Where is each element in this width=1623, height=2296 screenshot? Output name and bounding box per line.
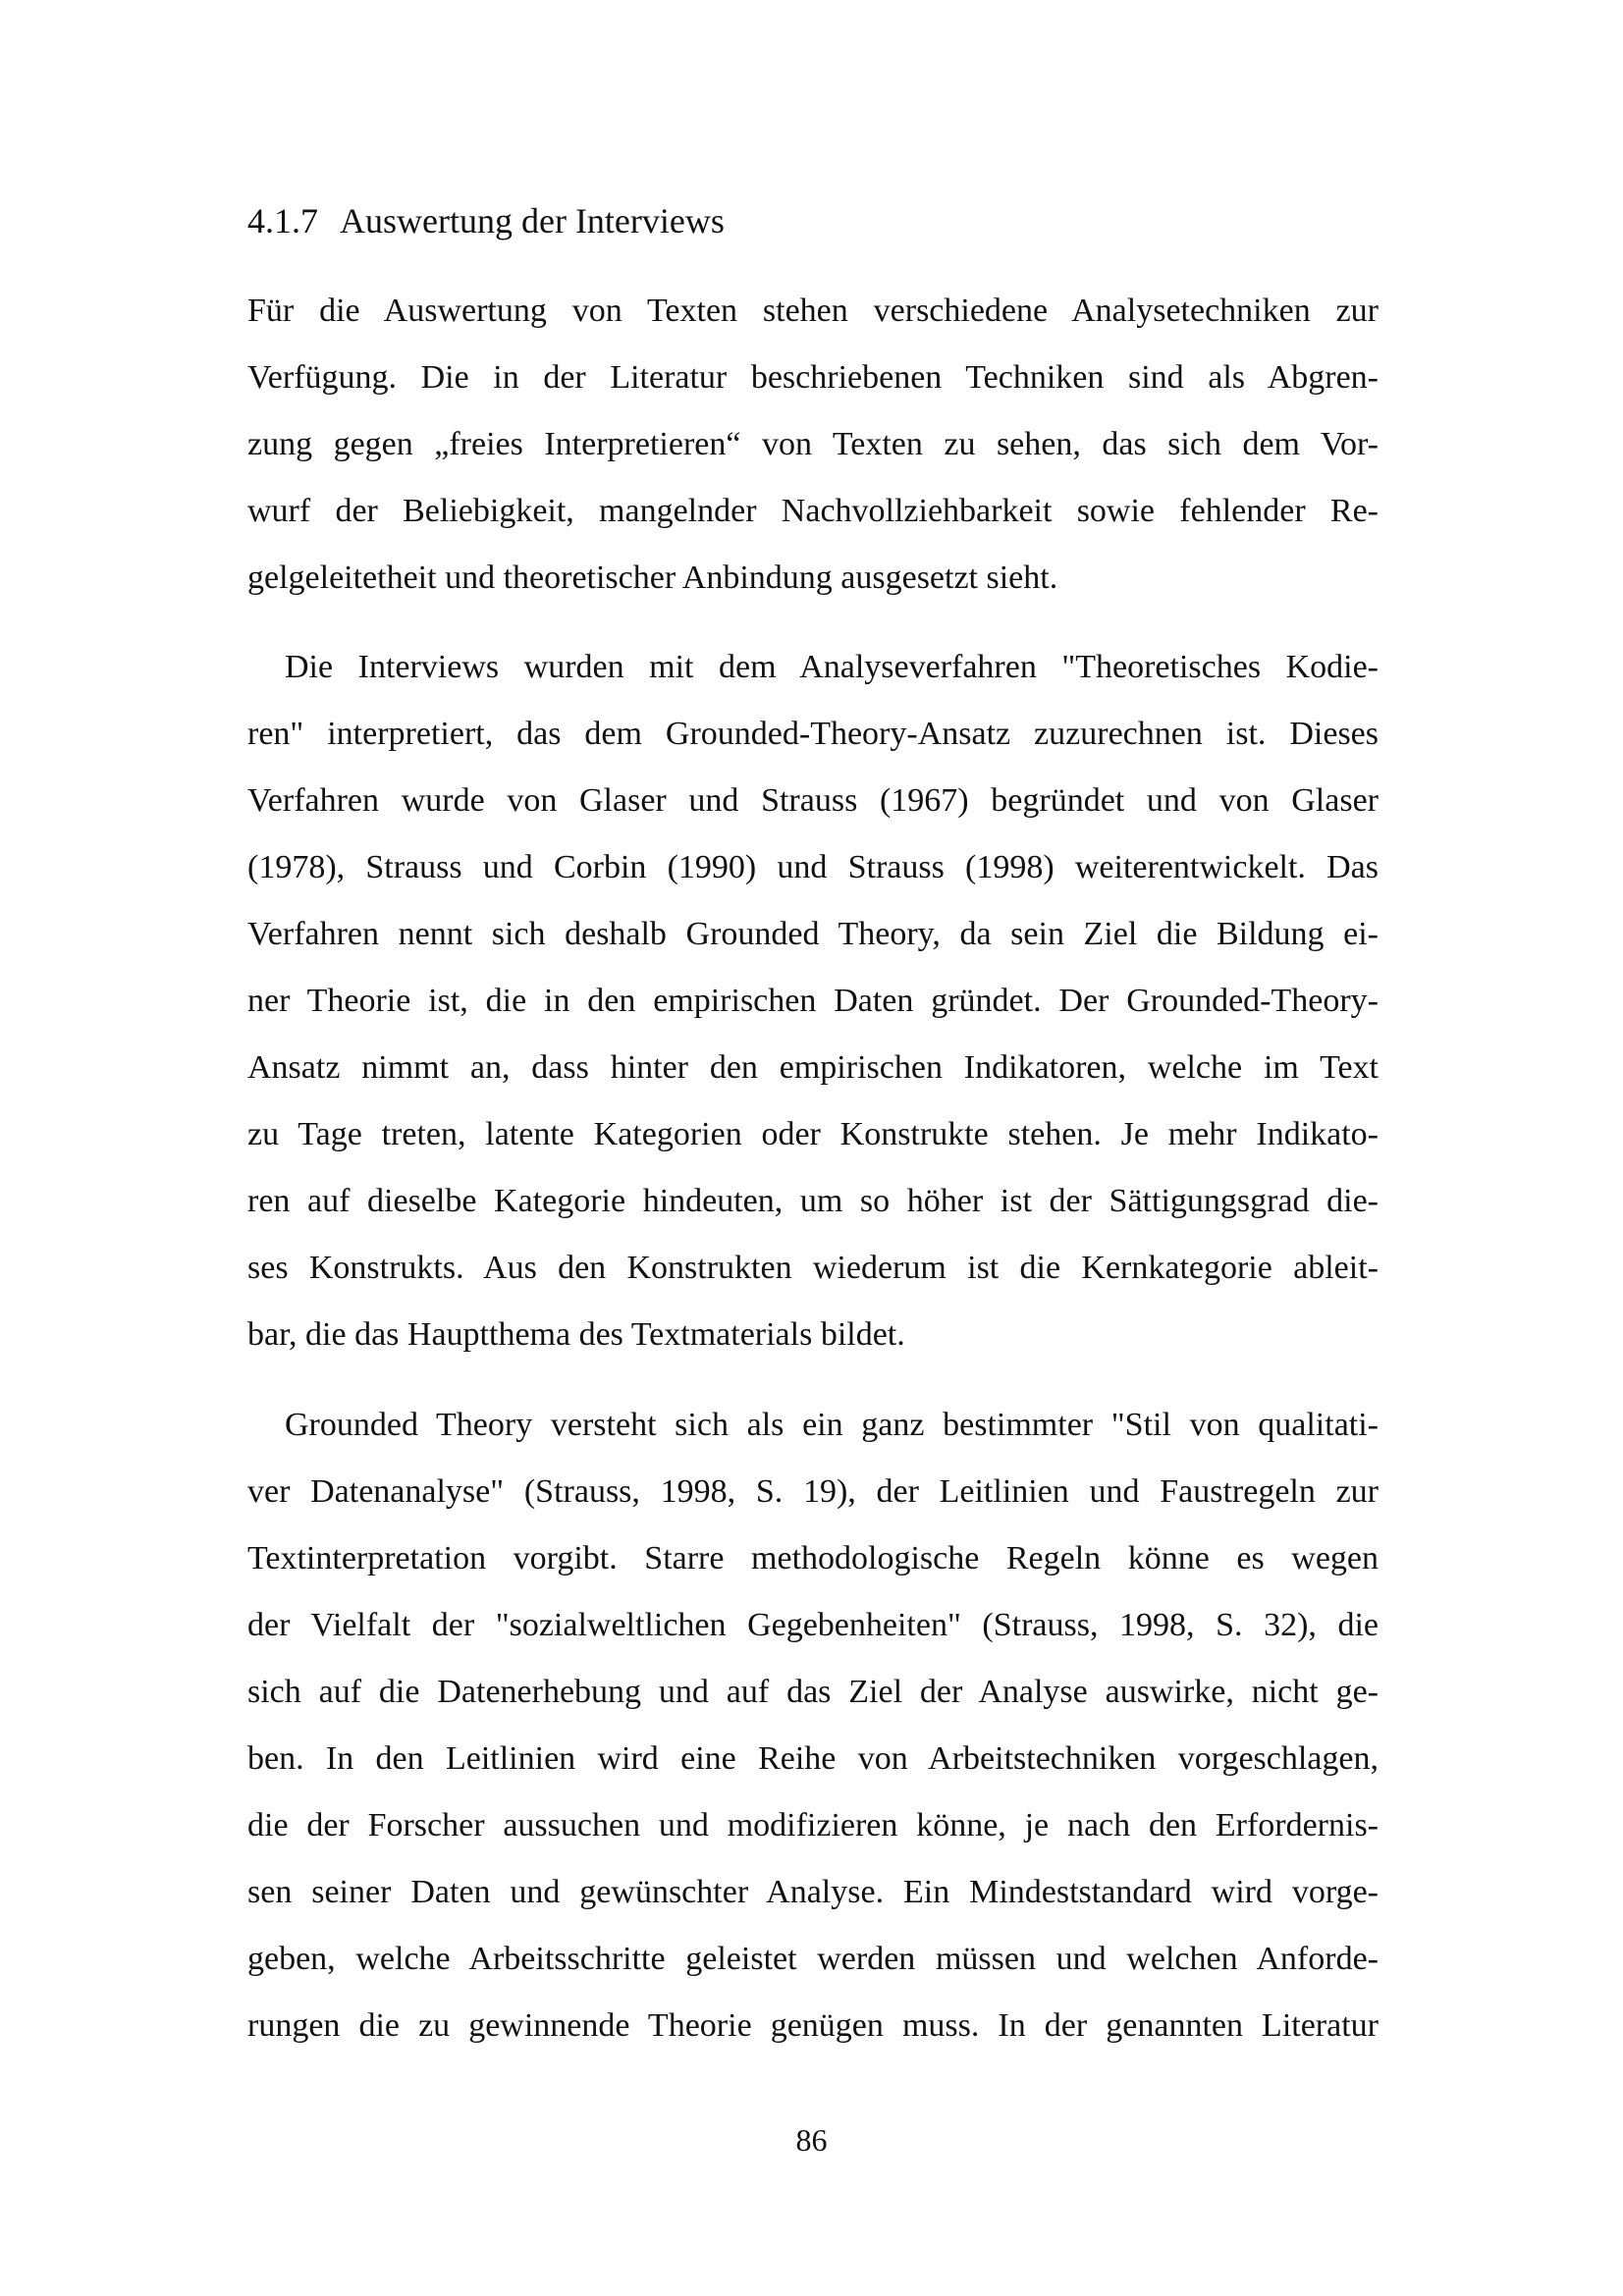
text-line: (1978), Strauss und Corbin (1990) und Strauss (1998) weiterentwickelt. Das bbox=[247, 849, 1379, 885]
text-line: Für die Auswertung von Texten stehen verschiedene Analysetechniken zur bbox=[247, 293, 1379, 329]
text-line: Verfügung. Die in der Literatur beschriebenen Techniken sind als Abgren- bbox=[247, 359, 1379, 396]
text-line: zung gegen „freies Interpretieren“ von Texten zu sehen, das sich dem Vor- bbox=[247, 426, 1379, 462]
section-title: Auswertung der Interviews bbox=[340, 201, 725, 240]
text-line: sich auf die Datenerhebung und auf das Ziel der Analyse auswirke, nicht ge- bbox=[247, 1674, 1379, 1710]
text-line: wurf der Beliebigkeit, mangelnder Nachvollziehbarkeit sowie fehlender Re- bbox=[247, 493, 1379, 529]
section-heading bbox=[247, 199, 725, 242]
section-number: 4.1.7 bbox=[247, 201, 318, 240]
text-line: ren" interpretiert, das dem Grounded-Theory-Ansatz zuzurechnen ist. Dieses bbox=[247, 716, 1379, 752]
text-line: ben. In den Leitlinien wird eine Reihe von Arbeitstechniken vorgeschlagen, bbox=[247, 1740, 1379, 1777]
text-line: sen seiner Daten und gewünschter Analyse. Ein Mindeststandard wird vorge- bbox=[247, 1874, 1379, 1910]
text-line: Die Interviews wurden mit dem Analyseverfahren "Theoretisches Kodie- bbox=[285, 649, 1379, 685]
text-line: gelgeleitetheit und theoretischer Anbindung ausgesetzt sieht. bbox=[247, 560, 1058, 596]
paragraph-2 bbox=[247, 634, 1379, 1368]
text-line: der Vielfalt der "sozialweltlichen Gegebenheiten" (Strauss, 1998, S. 32), die bbox=[247, 1607, 1379, 1643]
text-line: rungen die zu gewinnende Theorie genügen muss. In der genannten Literatur bbox=[247, 2007, 1379, 2044]
paragraph-3 bbox=[247, 1392, 1379, 2059]
text-line: ren auf dieselbe Kategorie hindeuten, um so höher ist der Sättigungsgrad die- bbox=[247, 1183, 1379, 1219]
text-line: Verfahren wurde von Glaser und Strauss (1967) begründet und von Glaser bbox=[247, 782, 1379, 819]
text-line: bar, die das Hauptthema des Textmaterials bildet. bbox=[247, 1316, 905, 1353]
page-number: 86 bbox=[795, 2122, 828, 2158]
text-line: Verfahren nennt sich deshalb Grounded Theory, da sein Ziel die Bildung ei- bbox=[247, 916, 1379, 952]
text-line: Textinterpretation vorgibt. Starre methodologische Regeln könne es wegen bbox=[247, 1540, 1379, 1576]
text-line: zu Tage treten, latente Kategorien oder Konstrukte stehen. Je mehr Indikato- bbox=[247, 1116, 1379, 1152]
text-line: die der Forscher aussuchen und modifizieren könne, je nach den Erfordernis- bbox=[247, 1807, 1379, 1843]
text-line: ver Datenanalyse" (Strauss, 1998, S. 19), der Leitlinien und Faustregeln zur bbox=[247, 1473, 1379, 1510]
text-line: geben, welche Arbeitsschritte geleistet werden müssen und welchen Anforde- bbox=[247, 1941, 1379, 1977]
text-line: ses Konstrukts. Aus den Konstrukten wiederum ist die Kernkategorie ableit- bbox=[247, 1250, 1379, 1286]
text-line: ner Theorie ist, die in den empirischen Daten gründet. Der Grounded-Theory- bbox=[247, 983, 1379, 1019]
text-line: Grounded Theory versteht sich als ein ganz bestimmter "Stil von qualitati- bbox=[285, 1407, 1379, 1443]
paragraph-1 bbox=[247, 278, 1379, 612]
text-line: Ansatz nimmt an, dass hinter den empirischen Indikatoren, welche im Text bbox=[247, 1049, 1379, 1086]
